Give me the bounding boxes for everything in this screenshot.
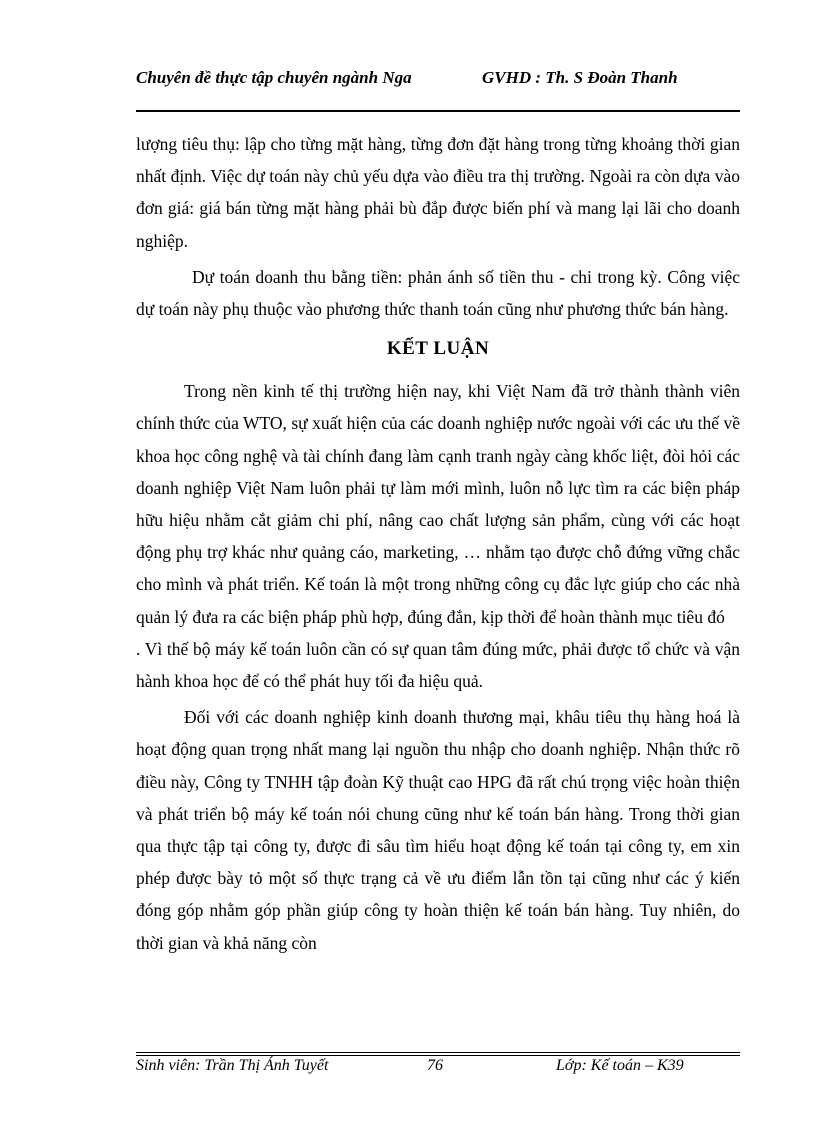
header-advisor: GVHD : Th. S Đoàn Thanh <box>482 68 678 87</box>
page-footer <box>136 1056 740 1078</box>
footer-student: Sinh viên: Trần Thị Ánh Tuyết <box>136 1057 329 1074</box>
section-heading: KẾT LUẬN <box>386 338 490 360</box>
footer-class: Lớp: Kế toán – K39 <box>556 1057 684 1074</box>
footer-divider-top <box>136 1052 740 1053</box>
page-number: 76 <box>427 1057 443 1074</box>
paragraph-5: Đối với các doanh nghiệp kinh doanh thương mại, khâu tiêu thụ hàng hoá là hoạt động quan trọng nhất mang lại nguồn thu nhập cho doanh nghiệp. Nhận thức rõ điều này, Công ty TNHH tập đoàn Kỹ thuật cao HPG đã rất chú trọng việc hoàn thiện và phát triển bộ máy kế toán nói chung cũng như kế toán bán hàng. Trong thời gian qua thực tập tại công ty, được đi sâu tìm hiểu hoạt động kế toán tại công ty, em xin phép được bày tỏ một số thực trạng cả về ưu điểm lẫn tồn tại cũng như các ý kiến đóng góp nhằm góp phần giúp công ty hoàn thiện kế toán bán hàng. Tuy nhiên, do thời gian và khả năng còn <box>136 707 740 953</box>
paragraph-4: . Vì thế bộ máy kế toán luôn cần có sự quan tâm đúng mức, phải được tổ chức và vận hành khoa học để có thể phát huy tối đa hiệu quả. <box>136 638 740 692</box>
paragraph-2: Dự toán doanh thu bằng tiền: phản ánh số tiền thu - chi trong kỳ. Công việc dự toán này phụ thuộc vào phương thức thanh toán cũng như phương thức bán hàng. <box>136 266 740 320</box>
header-title: Chuyên đề thực tập chuyên ngành Nga <box>136 68 412 87</box>
paragraph-3: Trong nền kinh tế thị trường hiện nay, khi Việt Nam đã trở thành thành viên chính thức của WTO, sự xuất hiện của các doanh nghiệp nước ngoài với các ưu thế về khoa học công nghệ và tài chính đang làm cạnh tranh ngày càng khốc liệt, đòi hỏi các doanh nghiệp Việt Nam luôn phải tự làm mới mình, luôn nỗ lực tìm ra các biện pháp hữu hiệu nhằm cắt giảm chi phí, nâng cao chất lượng sản phẩm, cùng với các hoạt động phụ trợ khác như quảng cáo, marketing, … nhằm tạo được chỗ đứng vững chắc cho mình và phát triển. Kế toán là một trong những công cụ đắc lực giúp cho các nhà quản lý đưa ra các biện pháp phù hợp, đúng đắn, kịp thời để hoàn thành mục tiêu đó <box>136 381 740 627</box>
header-divider <box>136 110 740 112</box>
paragraph-1: lượng tiêu thụ: lập cho từng mặt hàng, từng đơn đặt hàng trong từng khoảng thời gian nhất định. Việc dự toán này chủ yếu dựa vào điều tra thị trường. Ngoài ra còn dựa vào đơn giá: giá bán từng mặt hàng phải bù đắp được biến phí và mang lại lãi cho doanh nghiệp. <box>136 134 740 251</box>
document-body <box>136 128 740 959</box>
page-header <box>136 66 740 110</box>
